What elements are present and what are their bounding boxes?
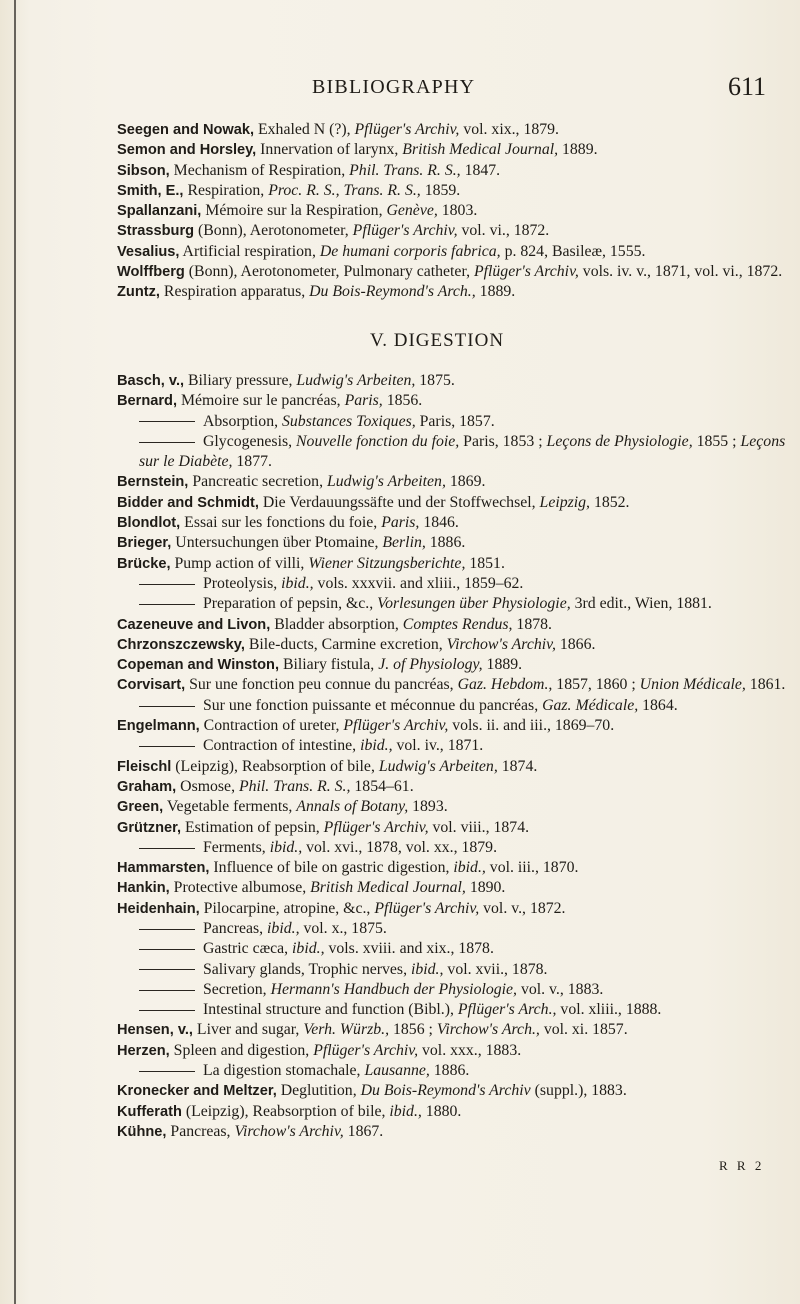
spine-line [14, 0, 16, 1304]
bibliography-entry [117, 777, 797, 797]
bibliography-entry [117, 818, 797, 838]
bibliography-entry [117, 736, 797, 756]
entry-author: Spallanzani, [117, 203, 202, 220]
bibliography-entry [117, 1122, 797, 1142]
entry-source: Lausanne, [364, 1062, 430, 1080]
entry-text: Mémoire sur le pancréas, [177, 392, 345, 410]
ditto-dash [139, 442, 195, 443]
entry-source: Leçons sur le Diabète, [139, 432, 786, 471]
entry-source: ibid., [360, 737, 393, 755]
entry-source: Leipzig, [539, 493, 590, 511]
entry-detail: 1877. [232, 453, 272, 471]
entry-author: Green, [117, 799, 164, 816]
bibliography-entry [117, 161, 797, 181]
entry-text: Salivary glands, Trophic nerves, [203, 960, 411, 978]
entry-text: Biliary pressure, [184, 371, 297, 389]
bibliography-entry [117, 262, 797, 282]
entry-text: Pancreatic secretion, [188, 473, 327, 491]
entry-source: J. of Physiology, [378, 656, 483, 674]
bibliography-entry [117, 675, 797, 695]
entry-text: Absorption, [203, 412, 282, 430]
bibliography-entry [117, 655, 797, 675]
entry-detail: Paris, 1857. [415, 412, 495, 430]
page-number: 611 [728, 72, 767, 101]
entry-text: Glycogenesis, [203, 432, 297, 450]
entry-author: Blondlot, [117, 515, 181, 532]
entry-detail: 1855 ; [692, 432, 741, 450]
bibliography-entry [117, 533, 797, 553]
entry-text: Protective albumose, [169, 879, 311, 897]
entry-text: Bladder absorption, [270, 615, 403, 633]
entry-author: Brieger, [117, 535, 172, 552]
entry-source: Ludwig's Arbeiten, [326, 473, 446, 491]
entry-source: De humani corporis fabrica, [319, 242, 501, 260]
entry-detail: vol. iv., 1871. [392, 737, 484, 755]
entry-source: Wiener Sitzungsberichte, [308, 554, 466, 572]
entry-author: Strassburg [117, 223, 195, 240]
entry-text: Osmose, [176, 777, 239, 795]
bibliography-content [117, 120, 797, 1142]
entry-detail: 1893. [408, 798, 448, 816]
entry-source: Ludwig's Arbeiten, [378, 757, 498, 775]
entry-text: Bile-ducts, Carmine excretion, [244, 635, 447, 653]
bibliography-entry [117, 493, 797, 513]
entry-detail: 1856 ; [389, 1021, 437, 1039]
bibliography-entry [117, 181, 797, 201]
entry-source: Comptes Rendus, [402, 615, 513, 633]
bibliography-list-digestion [117, 371, 797, 1142]
entry-source: Gaz. Hebdom., [457, 676, 553, 694]
entry-text: Exhaled N (?), [254, 121, 355, 138]
entry-source: Paris, [381, 514, 420, 532]
entry-source: ibid., [267, 919, 300, 937]
bibliography-entry [117, 472, 797, 492]
entry-text: Ferments, [203, 838, 270, 856]
entry-source: British Medical Journal, [402, 141, 559, 159]
bibliography-entry [117, 980, 797, 1000]
entry-text: Deglutition, [276, 1082, 361, 1100]
entry-detail: vol. xi. 1857. [539, 1021, 628, 1039]
entry-detail: 1890. [465, 879, 506, 897]
bibliography-entry [117, 371, 797, 391]
bibliography-entry [117, 615, 797, 635]
entry-text: Contraction of intestine, [203, 737, 361, 755]
entry-source: British Medical Journal, [310, 879, 466, 897]
entry-source: Phil. Trans. R. S., [349, 161, 461, 179]
entry-detail: 1886. [429, 1062, 470, 1080]
entry-source: Pflüger's Archiv, [473, 263, 579, 281]
entry-detail: 1854–61. [350, 777, 414, 795]
entry-text: Influence of bile on gastric digestion, [209, 859, 454, 877]
running-title: BIBLIOGRAPHY [312, 76, 476, 98]
entry-text: Spleen and digestion, [169, 1041, 314, 1059]
entry-author: Engelmann, [117, 718, 200, 735]
entry-detail: 1864. [638, 696, 678, 714]
bibliography-entry [117, 201, 797, 221]
entry-text: Respiration apparatus, [159, 283, 310, 301]
entry-text: Artificial respiration, [179, 242, 320, 260]
bibliography-entry [117, 412, 797, 432]
bibliography-entry [117, 757, 797, 777]
entry-text: Sur une fonction peu connue du pancréas, [185, 676, 458, 694]
entry-detail: p. 824, Basileæ, 1555. [500, 242, 646, 260]
bibliography-entry [117, 1000, 797, 1020]
entry-source: Proc. R. S., Trans. R. S., [268, 181, 421, 199]
entry-author: Grützner, [117, 819, 182, 836]
entry-detail: 1874. [497, 757, 538, 775]
entry-text: Estimation of pepsin, [181, 818, 324, 836]
entry-author: Brücke, [117, 555, 171, 572]
entry-author: Fleischl [117, 758, 172, 775]
entry-source: ibid., [410, 960, 444, 978]
entry-detail: Paris, 1853 ; [459, 432, 547, 450]
entry-detail: vol. viii., 1874. [428, 818, 530, 836]
entry-detail: vol. v., 1883. [517, 980, 604, 998]
entry-author: Graham, [117, 778, 177, 795]
ditto-dash [139, 421, 195, 422]
entry-detail: vols. xviii. and xix., 1878. [324, 940, 494, 958]
entry-source: Gaz. Médicale, [542, 696, 639, 714]
entry-detail: 1856. [382, 392, 423, 410]
entry-text: Biliary fistula, [279, 656, 379, 674]
entry-source: Union Médicale, [639, 676, 746, 694]
ditto-dash [139, 584, 195, 585]
entry-text: (Bonn), Aerotonometer, Pulmonary catheter, [184, 263, 474, 281]
entry-author: Semon and Horsley, [117, 142, 257, 159]
entry-detail: 3rd edit., Wien, 1881. [570, 595, 712, 613]
entry-text: La digestion stomachale, [203, 1062, 365, 1080]
entry-author: Seegen and Nowak, [117, 122, 255, 138]
entry-source: Du Bois-Reymond's Archiv [360, 1082, 531, 1100]
entry-text: Intestinal structure and function (Bibl.), [203, 1001, 458, 1019]
ditto-dash [139, 848, 195, 849]
entry-author: Corvisart, [117, 677, 186, 694]
entry-text: Pancreas, [203, 919, 268, 937]
entry-source: Phil. Trans. R. S., [238, 777, 351, 795]
entry-source: ibid., [269, 838, 303, 856]
entry-source: Hermann's Handbuch der Physiologie, [270, 980, 518, 998]
entry-text: Contraction of ureter, [199, 717, 344, 735]
ditto-dash [139, 746, 195, 747]
bibliography-entry [117, 1081, 797, 1101]
entry-author: Bernstein, [117, 474, 189, 491]
entry-source: ibid., [281, 574, 314, 592]
entry-source: ibid., [453, 859, 486, 877]
entry-detail: 1866. [555, 635, 596, 653]
bibliography-entry [117, 635, 797, 655]
entry-text: Untersuchungen über Ptomaine, [171, 534, 383, 552]
entry-text: Proteolysis, [203, 574, 282, 592]
entry-author: Kufferath [117, 1103, 182, 1120]
entry-author: Herzen, [117, 1042, 170, 1059]
entry-detail: 1847. [460, 161, 501, 179]
entry-text: Essai sur les fonctions du foie, [180, 514, 382, 532]
entry-source: Pflüger's Archiv, [354, 121, 460, 138]
entry-detail: 1889. [482, 656, 523, 674]
entry-source: Pflüger's Archiv, [343, 717, 449, 735]
page-header [0, 70, 800, 110]
ditto-dash [139, 990, 195, 991]
entry-detail: vol. xliii., 1888. [556, 1001, 662, 1019]
bibliography-entry [117, 140, 797, 160]
entry-detail: vol. xvi., 1878, vol. xx., 1879. [302, 838, 498, 856]
entry-author: Smith, E., [117, 182, 184, 199]
entry-source: Du Bois-Reymond's Arch., [309, 283, 476, 301]
entry-detail: 1875. [415, 371, 455, 389]
entry-text: Preparation of pepsin, &c., [203, 595, 378, 613]
ditto-dash [139, 929, 195, 930]
entry-source: Ludwig's Arbeiten, [296, 371, 416, 389]
entry-source: Virchow's Arch., [436, 1021, 540, 1039]
entry-detail: 1889. [558, 141, 598, 159]
entry-detail: 1846. [419, 514, 459, 532]
entry-text: Gastric cæca, [203, 940, 293, 958]
bibliography-entry [117, 242, 797, 262]
entry-author: Vesalius, [117, 243, 180, 260]
bibliography-entry [117, 939, 797, 959]
entry-text: Vegetable ferments, [163, 798, 297, 816]
bibliography-entry [117, 513, 797, 533]
bibliography-entry [117, 432, 797, 473]
entry-text: Mémoire sur la Respiration, [201, 202, 387, 220]
bibliography-list-respiration [117, 120, 797, 303]
bibliography-entry [117, 1102, 797, 1122]
entry-detail: (suppl.), 1883. [530, 1082, 627, 1100]
entry-detail: 1857, 1860 ; [552, 676, 640, 694]
bibliography-entry [117, 554, 797, 574]
entry-author: Zuntz, [117, 284, 160, 301]
entry-author: Basch, v., [117, 372, 185, 389]
ditto-dash [139, 1010, 195, 1011]
ditto-dash [139, 1071, 195, 1072]
entry-author: Sibson, [117, 162, 170, 179]
bibliography-entry [117, 797, 797, 817]
entry-source: Virchow's Archiv, [446, 635, 556, 653]
bibliography-entry [117, 1041, 797, 1061]
entry-detail: 1869. [445, 473, 486, 491]
bibliography-entry [117, 1061, 797, 1081]
entry-source: Pflüger's Archiv, [352, 222, 458, 240]
entry-author: Bidder and Schmidt, [117, 494, 259, 511]
entry-detail: vols. xxxvii. and xliii., 1859–62. [313, 574, 524, 592]
bibliography-entry [117, 696, 797, 716]
entry-author: Chrzonszczewsky, [117, 636, 245, 653]
entry-author: Copeman and Winston, [117, 657, 280, 674]
entry-text: Pancreas, [166, 1122, 235, 1140]
entry-source: Leçons de Physiologie, [546, 432, 693, 450]
bibliography-entry [117, 716, 797, 736]
entry-detail: 1880. [421, 1102, 462, 1120]
entry-text: Pump action of villi, [170, 554, 309, 572]
entry-source: ibid., [389, 1102, 422, 1120]
entry-author: Cazeneuve and Livon, [117, 616, 271, 633]
entry-detail: vol. vi., 1872. [457, 222, 550, 240]
entry-detail: 1886. [425, 534, 466, 552]
entry-author: Kronecker and Meltzer, [117, 1083, 277, 1100]
section-heading: V. DIGESTION [369, 329, 505, 351]
entry-source: Annals of Botany, [296, 798, 409, 816]
entry-source: Vorlesungen über Physiologie, [377, 595, 571, 613]
entry-author: Bernard, [117, 393, 178, 410]
bibliography-entry [117, 1020, 797, 1040]
entry-author: Hammarsten, [117, 860, 210, 877]
bibliography-entry [117, 120, 797, 140]
entry-author: Kühne, [117, 1123, 167, 1140]
entry-text: Sur une fonction puissante et méconnue du pancréas, [203, 696, 543, 714]
entry-detail: 1852. [590, 493, 630, 511]
entry-detail: vol. x., 1875. [299, 919, 387, 937]
entry-detail: 1878. [512, 615, 552, 633]
bibliography-entry [117, 594, 797, 614]
entry-detail: vol. xvii., 1878. [443, 960, 548, 978]
entry-text: Respiration, [183, 181, 269, 199]
entry-text: Secretion, [203, 980, 271, 998]
entry-text: Mechanism of Respiration, [169, 161, 350, 179]
entry-text: Innervation of larynx, [256, 141, 403, 159]
ditto-dash [139, 706, 195, 707]
entry-detail: 1861. [745, 676, 786, 694]
entry-source: Pflüger's Archiv, [374, 899, 480, 917]
entry-text: (Leipzig), Reabsorption of bile, [171, 757, 379, 775]
entry-detail: 1867. [343, 1122, 384, 1140]
entry-text: (Leipzig), Reabsorption of bile, [181, 1102, 390, 1120]
entry-author: Hensen, v., [117, 1022, 193, 1039]
ditto-dash [139, 604, 195, 605]
entry-text: Die Verdauungssäfte und der Stoffwechsel, [258, 493, 540, 511]
ditto-dash [139, 969, 195, 970]
signature-mark: R R 2 [719, 1158, 765, 1173]
entry-author: Hankin, [117, 880, 170, 897]
bibliography-entry [117, 838, 797, 858]
entry-source: Substances Toxiques, [282, 412, 416, 430]
entry-source: Pflüger's Archiv, [313, 1041, 419, 1059]
entry-source: Pflüger's Archiv, [323, 818, 429, 836]
entry-text: Liver and sugar, [192, 1021, 304, 1039]
entry-detail: 1851. [465, 554, 505, 572]
entry-author: Wolffberg [117, 264, 185, 281]
entry-source: ibid., [292, 940, 325, 958]
bibliography-entry [117, 960, 797, 980]
entry-source: Berlin, [382, 534, 426, 552]
entry-source: Paris, [344, 392, 383, 410]
entry-text: Pilocarpine, atropine, &c., [199, 899, 375, 917]
entry-source: Genève, [386, 202, 438, 220]
entry-detail: vols. iv. v., 1871, vol. vi., 1872. [578, 263, 783, 281]
ditto-dash [139, 949, 195, 950]
entry-detail: vols. ii. and iii., 1869–70. [448, 717, 615, 735]
entry-source: Verh. Würzb., [303, 1021, 390, 1039]
bibliography-entry [117, 858, 797, 878]
entry-detail: 1889. [475, 283, 516, 301]
entry-detail: vol. iii., 1870. [485, 859, 579, 877]
bibliography-entry [117, 221, 797, 241]
bibliography-entry [117, 919, 797, 939]
entry-detail: vol. v., 1872. [479, 899, 566, 917]
entry-source: Virchow's Archiv, [234, 1122, 344, 1140]
entry-detail: 1859. [420, 181, 461, 199]
entry-text: (Bonn), Aerotonometer, [194, 222, 353, 240]
entry-author: Heidenhain, [117, 900, 200, 917]
entry-source: Nouvelle fonction du foie, [296, 432, 460, 450]
entry-detail: vol. xix., 1879. [459, 121, 560, 138]
bibliography-entry [117, 878, 797, 898]
bibliography-entry [117, 899, 797, 919]
bibliography-entry [117, 574, 797, 594]
bibliography-entry [117, 391, 797, 411]
entry-detail: 1803. [437, 202, 478, 220]
bibliography-entry [117, 282, 797, 302]
entry-source: Pflüger's Arch., [457, 1001, 557, 1019]
entry-detail: vol. xxx., 1883. [418, 1041, 522, 1059]
